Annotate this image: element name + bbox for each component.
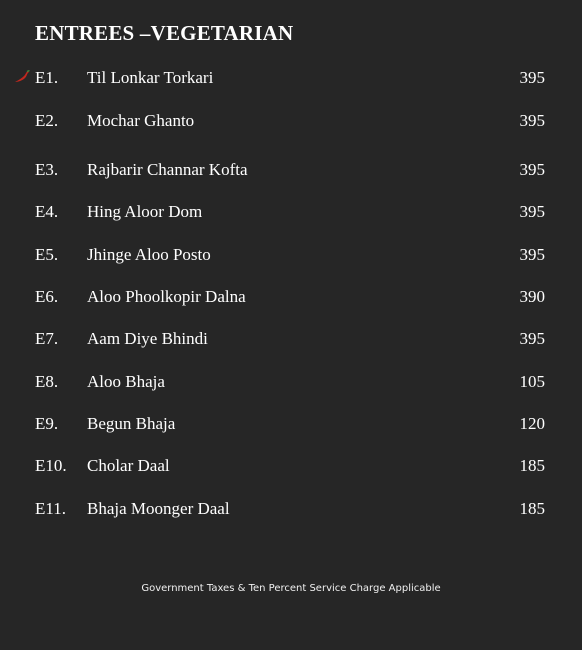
menu-item-name: Jhinge Aloo Posto	[87, 245, 211, 264]
menu-item-price: 105	[519, 372, 545, 391]
menu-item-code: E8.	[35, 372, 59, 391]
menu-item-code: E10.	[35, 456, 67, 475]
menu-item-price: 395	[519, 68, 545, 87]
menu-item-price: 390	[519, 287, 545, 306]
menu-item	[0, 245, 582, 269]
menu-item-code: E9.	[35, 414, 59, 433]
menu-item-name: Aam Diye Bhindi	[87, 329, 208, 348]
menu-item-code: E4.	[35, 202, 59, 221]
menu-item	[0, 68, 582, 92]
menu-section-title: ENTREES –VEGETARIAN	[35, 21, 294, 45]
menu-item-code: E5.	[35, 245, 59, 264]
menu-item-price: 185	[519, 499, 545, 518]
menu-item-name: Aloo Phoolkopir Dalna	[87, 287, 246, 306]
menu-item-price: 395	[519, 160, 545, 179]
menu-item-code: E2.	[35, 111, 59, 130]
menu-item-price: 395	[519, 202, 545, 221]
menu-item-name: Hing Aloor Dom	[87, 202, 203, 221]
menu-item-code: E7.	[35, 329, 59, 348]
menu-item	[0, 372, 582, 396]
menu-item-name: Til Lonkar Torkari	[87, 68, 214, 87]
menu-item-name: Cholar Daal	[87, 456, 170, 475]
menu-item-code: E3.	[35, 160, 59, 179]
menu-item	[0, 414, 582, 438]
menu-item-price: 395	[519, 245, 545, 264]
menu-item-code: E11.	[35, 499, 67, 518]
menu-item-price: 395	[519, 111, 545, 130]
menu-item	[0, 287, 582, 311]
menu-item-name: Bhaja Moonger Daal	[87, 499, 230, 518]
menu-item	[0, 499, 582, 523]
menu-item-name: Mochar Ghanto	[87, 111, 195, 130]
menu-item-name: Rajbarir Channar Kofta	[87, 160, 248, 179]
menu-item	[0, 111, 582, 135]
menu-item-name: Begun Bhaja	[87, 414, 176, 433]
menu-item-code: E6.	[35, 287, 59, 306]
menu-item-name: Aloo Bhaja	[87, 372, 165, 391]
menu-item	[0, 202, 582, 226]
menu-item-price: 395	[519, 329, 545, 348]
menu-item	[0, 456, 582, 480]
menu-item-price: 120	[519, 414, 545, 433]
menu-item-price: 185	[519, 456, 545, 475]
menu-item-code: E1.	[35, 68, 59, 87]
menu-item	[0, 329, 582, 353]
service-charge-note: Government Taxes & Ten Percent Service Charge Applicable	[141, 583, 441, 594]
menu-item	[0, 160, 582, 184]
